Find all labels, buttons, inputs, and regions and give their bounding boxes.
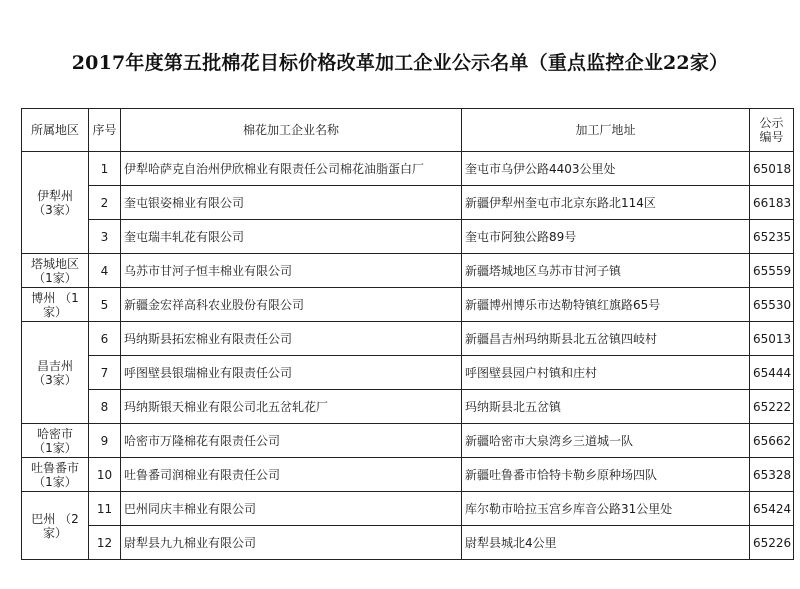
table-row — [22, 492, 794, 526]
table-body — [22, 152, 794, 560]
seq-cell: 4 — [89, 254, 121, 288]
enterprise-name-cell: 尉犁县九九棉业有限公司 — [121, 526, 462, 560]
region-label: 伊犁州 （3家） — [33, 188, 77, 217]
seq-cell: 12 — [89, 526, 121, 560]
table-row — [22, 254, 794, 288]
code-cell: 65444 — [750, 356, 794, 390]
seq-cell: 9 — [89, 424, 121, 458]
document-title: 2017年度第五批棉花目标价格改革加工企业公示名单（重点监控企业22家） — [71, 52, 729, 74]
address-cell: 新疆塔城地区乌苏市甘河子镇 — [462, 254, 750, 288]
seq-cell: 11 — [89, 492, 121, 526]
header-code-text: 公示编号 — [759, 116, 784, 144]
enterprise-name-cell: 巴州同庆丰棉业有限公司 — [121, 492, 462, 526]
region-cell — [22, 458, 89, 492]
address-cell: 新疆昌吉州玛纳斯县北五岔镇四岐村 — [462, 322, 750, 356]
seq-cell: 10 — [89, 458, 121, 492]
region-cell — [22, 152, 89, 254]
region-label: 博州 （1 家） — [31, 290, 79, 319]
region-label: 哈密市 （1家） — [33, 426, 77, 455]
enterprise-name-cell: 玛纳斯县拓宏棉业有限责任公司 — [121, 322, 462, 356]
table-row — [22, 390, 794, 424]
table-row — [22, 458, 794, 492]
enterprise-name-cell: 玛纳斯银天棉业有限公司北五岔轧花厂 — [121, 390, 462, 424]
code-cell: 65424 — [750, 492, 794, 526]
address-cell: 奎屯市乌伊公路4403公里处 — [462, 152, 750, 186]
code-cell: 65222 — [750, 390, 794, 424]
address-cell: 新疆博州博乐市达勒特镇红旗路65号 — [462, 288, 750, 322]
address-cell: 新疆哈密市大泉湾乡三道城一队 — [462, 424, 750, 458]
region-cell — [22, 254, 89, 288]
table-row — [22, 152, 794, 186]
address-cell: 呼图壁县园户村镇和庄村 — [462, 356, 750, 390]
header-seq: 序号 — [89, 109, 121, 152]
enterprise-name-cell: 呼图壁县银瑞棉业有限责任公司 — [121, 356, 462, 390]
address-cell: 新疆伊犁州奎屯市北京东路北114区 — [462, 186, 750, 220]
address-cell: 玛纳斯县北五岔镇 — [462, 390, 750, 424]
code-cell: 65530 — [750, 288, 794, 322]
table-row — [22, 356, 794, 390]
enterprise-name-cell: 奎屯瑞丰轧花有限公司 — [121, 220, 462, 254]
code-cell: 66183 — [750, 186, 794, 220]
enterprise-table — [21, 108, 794, 560]
address-cell: 库尔勒市哈拉玉宫乡库音公路31公里处 — [462, 492, 750, 526]
header-name: 棉花加工企业名称 — [121, 109, 462, 152]
table-row — [22, 526, 794, 560]
enterprise-name-cell: 奎屯银姿棉业有限公司 — [121, 186, 462, 220]
region-label: 昌吉州 （3家） — [33, 358, 77, 387]
table-row — [22, 288, 794, 322]
region-cell — [22, 288, 89, 322]
table-row — [22, 322, 794, 356]
enterprise-name-cell: 新疆金宏祥高科农业股份有限公司 — [121, 288, 462, 322]
table-row — [22, 186, 794, 220]
code-cell: 65013 — [750, 322, 794, 356]
seq-cell: 7 — [89, 356, 121, 390]
seq-cell: 1 — [89, 152, 121, 186]
seq-cell: 3 — [89, 220, 121, 254]
code-cell: 65328 — [750, 458, 794, 492]
region-cell — [22, 424, 89, 458]
address-cell: 新疆吐鲁番市恰特卡勒乡原种场四队 — [462, 458, 750, 492]
address-cell: 尉犁县城北4公里 — [462, 526, 750, 560]
code-cell: 65662 — [750, 424, 794, 458]
region-label: 吐鲁番市 （1家） — [30, 460, 79, 489]
enterprise-name-cell: 伊犁哈萨克自治州伊欣棉业有限责任公司棉花油脂蛋白厂 — [121, 152, 462, 186]
address-cell: 奎屯市阿独公路89号 — [462, 220, 750, 254]
code-cell: 65018 — [750, 152, 794, 186]
header-address: 加工厂地址 — [462, 109, 750, 152]
region-cell — [22, 322, 89, 424]
enterprise-name-cell: 乌苏市甘河子恒丰棉业有限公司 — [121, 254, 462, 288]
code-cell: 65559 — [750, 254, 794, 288]
region-cell — [22, 492, 89, 560]
seq-cell: 6 — [89, 322, 121, 356]
enterprise-name-cell: 吐鲁番司润棉业有限责任公司 — [121, 458, 462, 492]
seq-cell: 5 — [89, 288, 121, 322]
header-region: 所属地区 — [22, 109, 89, 152]
table-row — [22, 220, 794, 254]
region-label: 巴州 （2 家） — [31, 511, 79, 540]
seq-cell: 8 — [89, 390, 121, 424]
enterprise-name-cell: 哈密市万隆棉花有限责任公司 — [121, 424, 462, 458]
table-row — [22, 424, 794, 458]
region-label: 塔城地区 （1家） — [30, 256, 79, 285]
table-header-row — [22, 109, 794, 152]
code-cell: 65226 — [750, 526, 794, 560]
seq-cell: 2 — [89, 186, 121, 220]
header-code — [750, 109, 794, 152]
code-cell: 65235 — [750, 220, 794, 254]
